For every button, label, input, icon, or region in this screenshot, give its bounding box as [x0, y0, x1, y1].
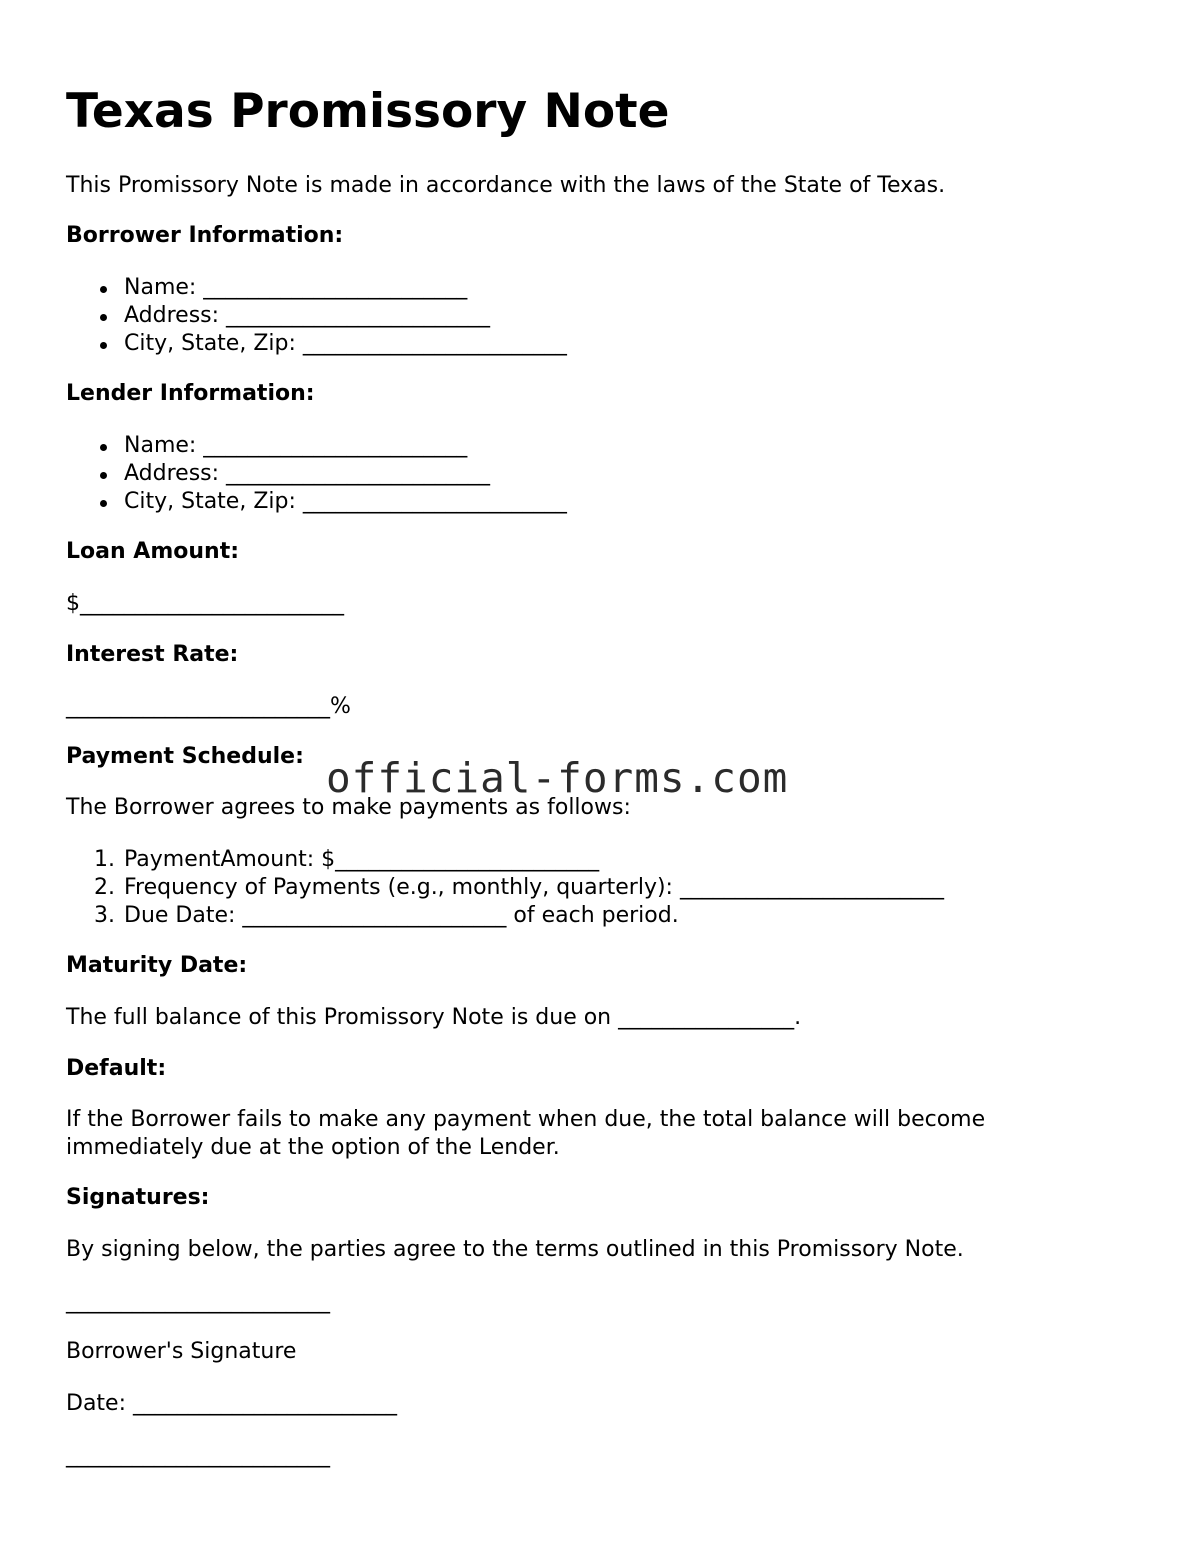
payment-schedule-intro: The Borrower agrees to make payments as follows:: [66, 795, 631, 820]
borrower-date-field[interactable]: Date: ________________________: [66, 1391, 397, 1416]
payment-amount-field[interactable]: [66, 846, 944, 874]
maturity-date-field[interactable]: The full balance of this Promissory Note is due on ________________.: [66, 1005, 802, 1030]
payment-frequency-field[interactable]: [66, 874, 944, 902]
lender-name-field[interactable]: Name: ________________________: [66, 432, 567, 460]
default-text: If the Borrower fails to make any payment when due, the total balance will become immediately due at the option of the Lender.: [66, 1107, 986, 1160]
lender-city-state-zip-field[interactable]: City, State, Zip: ________________________: [66, 488, 567, 516]
document-title: Texas Promissory Note: [66, 84, 670, 139]
payment-schedule-list: [66, 846, 944, 930]
interest-rate-heading: Interest Rate:: [66, 642, 239, 667]
interest-rate-field[interactable]: ________________________%: [66, 694, 351, 719]
intro-text: This Promissory Note is made in accordance with the laws of the State of Texas.: [66, 173, 946, 198]
due-date-field[interactable]: [66, 902, 944, 930]
lender-address-field[interactable]: Address: ________________________: [66, 460, 567, 488]
borrower-info-list: [66, 274, 567, 358]
loan-amount-field[interactable]: $________________________: [66, 591, 344, 616]
watermark-text: official-forms.com: [326, 754, 789, 802]
default-heading: Default:: [66, 1056, 167, 1081]
borrower-name-field[interactable]: Name: ________________________: [66, 274, 567, 302]
borrower-signature-label: Borrower's Signature: [66, 1339, 297, 1364]
list-number: 3.: [94, 903, 115, 928]
maturity-date-heading: Maturity Date:: [66, 953, 248, 978]
borrower-address-field[interactable]: Address: ________________________: [66, 302, 567, 330]
list-number: 1.: [94, 847, 115, 872]
borrower-signature-line[interactable]: ________________________: [66, 1289, 330, 1314]
list-number: 2.: [94, 875, 115, 900]
lender-heading: Lender Information:: [66, 381, 315, 406]
payment-schedule-heading: Payment Schedule:: [66, 744, 304, 769]
payment-amount-text: PaymentAmount: $________________________: [124, 847, 600, 872]
lender-info-list: [66, 432, 567, 516]
loan-amount-heading: Loan Amount:: [66, 539, 240, 564]
borrower-city-state-zip-field[interactable]: City, State, Zip: ________________________: [66, 330, 567, 358]
signatures-heading: Signatures:: [66, 1185, 210, 1210]
due-date-text: Due Date: ________________________ of each period.: [124, 903, 679, 928]
borrower-heading: Borrower Information:: [66, 223, 344, 248]
payment-frequency-text: Frequency of Payments (e.g., monthly, quarterly): ________________________: [124, 875, 944, 900]
lender-signature-line[interactable]: ________________________: [66, 1443, 330, 1468]
signatures-text: By signing below, the parties agree to the terms outlined in this Promissory Note.: [66, 1237, 964, 1262]
